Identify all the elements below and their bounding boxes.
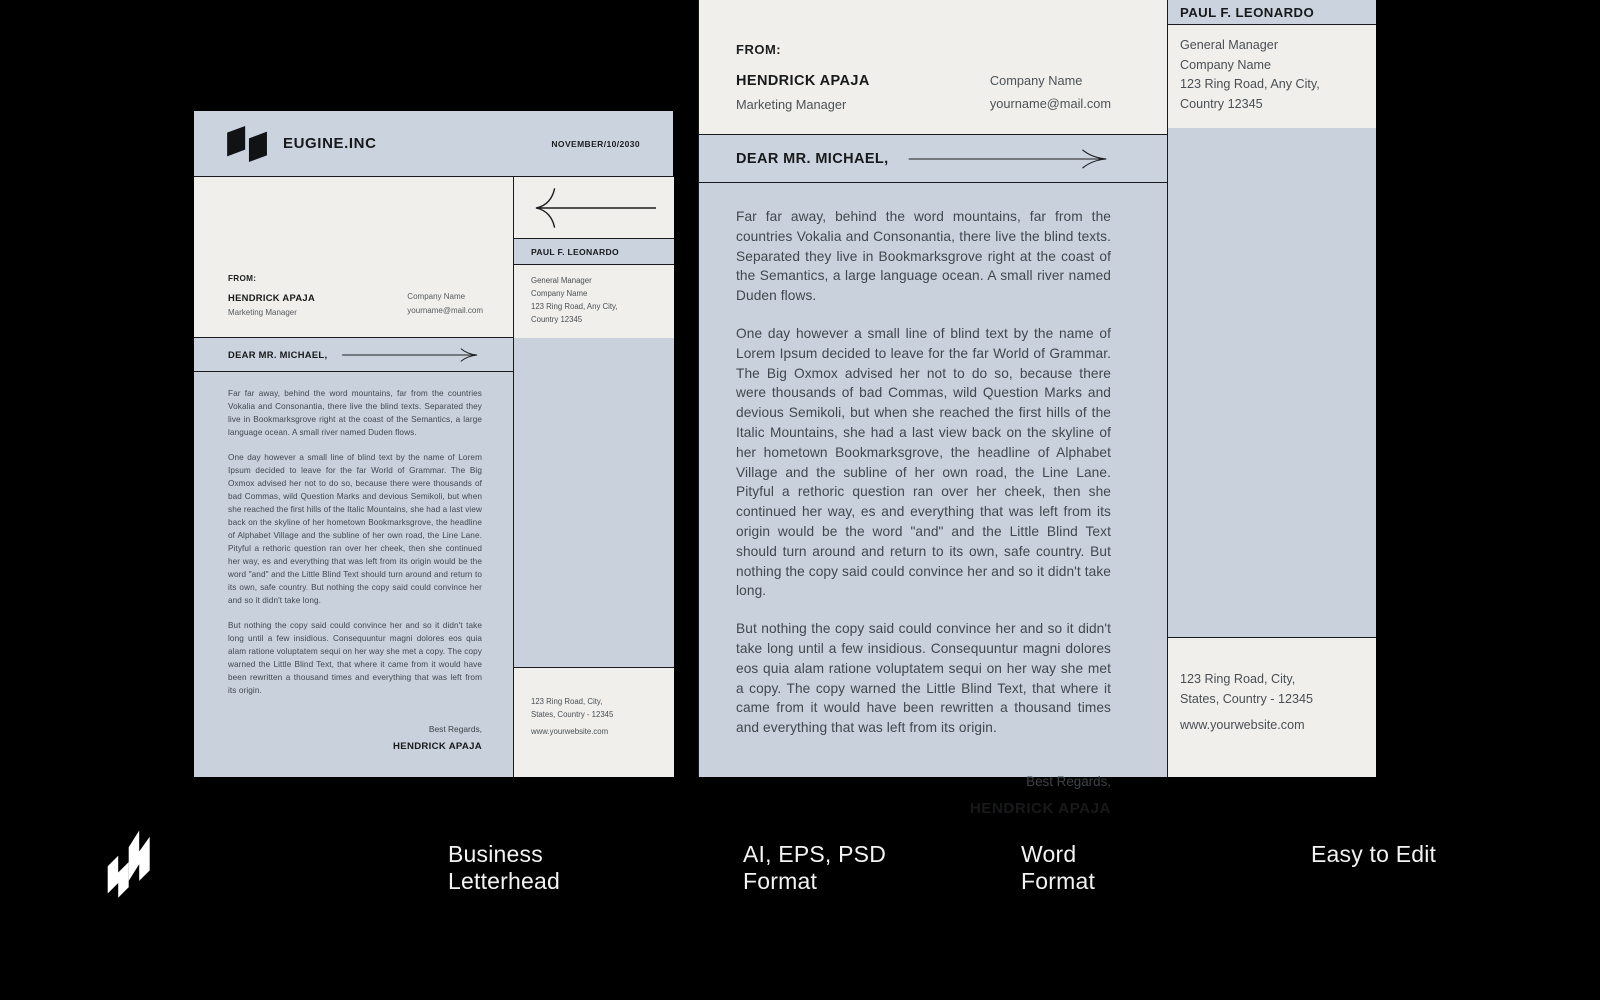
footer-address-line2: States, Country - 12345 — [1180, 691, 1314, 706]
footer-website: www.yourwebsite.com — [531, 727, 609, 736]
recipient-name-band — [1168, 0, 1376, 25]
signature: HENDRICK APAJA — [393, 741, 482, 752]
feature-label: Business Letterhead — [448, 841, 560, 894]
from-block — [699, 0, 1167, 134]
from-block — [194, 177, 513, 337]
arrow-block — [514, 177, 674, 238]
from-label: FROM: — [228, 274, 257, 283]
arrow-right-icon — [341, 348, 481, 362]
closing: Best Regards, — [428, 724, 482, 734]
body-paragraph: One day however a small line of blind text by the name of Lorem Ipsum decided to leave for the far World of Grammar. The Big Oxmox advised her not to do so, because there were thousands of bad Commas, wild Question Marks and devious Semikoli, but when she reached the first hills of the Italic Mountains, she had a last view back on the skyline of her hometown Bookmarksgrove, the headline of Alphabet Village and the subline of her own road, the Line Lane. Pityful a rethoric question ran over her cheek, then she continued her way, es and everything that was left from its origin would be the word "and" and the Little Blind Text should turn around and return to its own, safe country. But nothing the copy said could convince her and so it didn't take long. — [228, 453, 482, 605]
from-label: FROM: — [736, 42, 782, 57]
footer-block — [514, 668, 674, 777]
sender-title: Marketing Manager — [736, 97, 847, 112]
letter-date: NOVEMBER/10/2030 — [551, 138, 640, 149]
recipient-name: PAUL F. LEONARDO — [1180, 4, 1315, 20]
footer-address-line1: 123 Ring Road, City, — [1180, 672, 1296, 686]
body-paragraph: Far far away, behind the word mountains, far from the countries Vokalia and Consonantia, there live the blind texts. Separated they live in Bookmarksgrove right at the coast of the Semantics, a large language ocean. A small river named Duden flows. — [228, 389, 482, 437]
recipient-name-band — [514, 238, 674, 265]
recipient-address-line2: Country 12345 — [531, 315, 583, 324]
footer-address-line2: States, Country - 12345 — [531, 710, 614, 719]
footer-website: www.yourwebsite.com — [1180, 718, 1305, 733]
recipient-company: Company Name — [1180, 57, 1271, 72]
salutation-band — [699, 134, 1167, 183]
closing: Best Regards, — [1026, 773, 1111, 789]
body-paragraph: But nothing the copy said could convince her and so it didn't take long until a few insidious. Consequuntur magni dolores eos quia alam ratione voluptatem sequi on her way she met a copy. The copy warned the Little Blind Text, that where it came from it would have been rewritten a thousand times and everything that was left from its origin. — [228, 621, 482, 695]
sidebar-spacer — [514, 338, 674, 668]
recipient-address-line2: Country 12345 — [1180, 96, 1263, 111]
brand-name: EUGINE.INC — [283, 135, 377, 152]
arrow-right-icon — [907, 149, 1111, 169]
salutation-band — [194, 337, 513, 372]
recipient-title: General Manager — [1180, 38, 1279, 52]
letter-body — [194, 372, 513, 777]
recipient-info-block — [514, 265, 674, 338]
letter-body — [699, 183, 1167, 817]
body-paragraph: But nothing the copy said could convince her and so it didn't take long until a few insidious. Consequuntur magni dolores eos quia alam ratione voluptatem sequi on her way she met a copy. The copy warned the Little Blind Text, that where it came from it would have been rewritten a thousand times and everything that was left from its origin. — [736, 621, 1111, 736]
watermark-logo-icon — [102, 820, 168, 904]
feature-label: Word Format — [1021, 841, 1096, 894]
recipient-info-block — [1168, 25, 1376, 128]
recipient-address-line1: 123 Ring Road, Any City, — [1180, 77, 1320, 92]
sender-email: yourname@mail.com — [989, 96, 1111, 111]
letterhead-preview-full — [194, 111, 673, 777]
sender-name: HENDRICK APAJA — [736, 73, 870, 89]
recipient-company: Company Name — [531, 289, 588, 298]
footer-block — [1168, 638, 1376, 777]
footer-address-line1: 123 Ring Road, City, — [531, 697, 603, 706]
recipient-address-line1: 123 Ring Road, Any City, — [531, 302, 618, 311]
brand-logo-icon — [227, 126, 269, 162]
sender-company: Company Name — [989, 73, 1083, 88]
body-paragraph: One day however a small line of blind text by the name of Lorem Ipsum decided to leave for the far World of Grammar. The Big Oxmox advised her not to do so, because there were thousands of bad Commas, wild Question Marks and devious Semikoli, but when she reached the first hills of the Italic Mountains, she had a last view back on the skyline of her hometown Bookmarksgrove, the headline of Alphabet Village and the subline of her own road, the Line Lane. Pityful a rethoric question ran over her cheek, then she continued her way, es and everything that was left from its origin would be the word "and" and the Little Blind Text should turn around and return to its own, safe country. But nothing the copy said could convince her and so it didn't take long. — [736, 325, 1111, 599]
recipient-title: General Manager — [531, 276, 592, 285]
salutation: DEAR MR. MICHAEL, — [736, 150, 889, 167]
letterhead-preview-zoomed — [698, 0, 1375, 817]
feature-label: AI, EPS, PSD Format — [743, 841, 887, 894]
arrow-left-icon — [530, 186, 658, 230]
sidebar-spacer — [1168, 128, 1376, 638]
sender-title: Marketing Manager — [228, 308, 297, 317]
recipient-name: PAUL F. LEONARDO — [531, 246, 620, 257]
signature: HENDRICK APAJA — [969, 799, 1111, 817]
body-paragraph: Far far away, behind the word mountains, far from the countries Vokalia and Consonantia, there live the blind texts. Separated they live in Bookmarksgrove right at the coast of the Semantics, a large language ocean. A small river named Duden flows. — [736, 209, 1111, 304]
feature-label: Easy to Edit — [1311, 841, 1437, 867]
salutation: DEAR MR. MICHAEL, — [228, 349, 328, 360]
sender-email: yourname@mail.com — [407, 306, 483, 315]
sender-name: HENDRICK APAJA — [228, 292, 316, 303]
letterhead-header — [194, 111, 673, 177]
sender-company: Company Name — [407, 292, 466, 301]
